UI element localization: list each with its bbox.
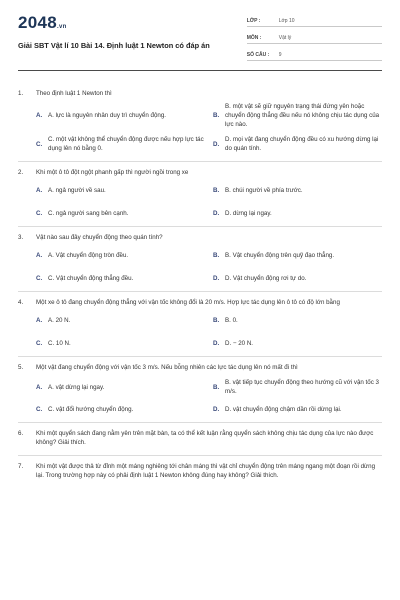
option-text: D. Vật chuyển động rơi tự do. (225, 275, 307, 282)
question-stem (18, 233, 382, 242)
option-b[interactable] (213, 102, 382, 129)
logo-main: 2048 (18, 13, 58, 32)
option-text: D. vật chuyển động chậm dần rồi dừng lại. (225, 406, 342, 413)
option-text: B. 0. (225, 317, 238, 324)
question-6 (18, 423, 382, 447)
question-4 (18, 292, 382, 348)
option-a[interactable] (36, 316, 205, 325)
option-text: C. một vật không thể chuyển động được nếu hợp lực tác dụng lên nó bằng 0. (48, 136, 204, 152)
question-text: Vật nào sau đây chuyển động theo quán tính? (36, 234, 163, 241)
option-text: C. vật đổi hướng chuyển động. (48, 406, 134, 413)
option-text: A. Vật chuyển động tròn đều. (48, 252, 129, 259)
question-2 (18, 162, 382, 218)
site-logo[interactable] (18, 14, 247, 36)
meta-label: LỚP : (246, 18, 261, 24)
option-c[interactable] (36, 209, 205, 218)
option-text: B. vật tiếp tục chuyển động theo hướng cũ với vận tốc 3 m/s. (225, 379, 379, 395)
option-text: B. một vật sẽ giữ nguyên trạng thái đứng yên hoặc chuyển động thẳng đều nếu nó không chịu tác dụng của lực nào. (225, 103, 380, 128)
option-letter: D. (213, 210, 220, 217)
question-number: 5. (18, 364, 24, 371)
option-text: C. ngả người sang bên cạnh. (48, 210, 129, 217)
logo-tld: .vn (57, 24, 67, 30)
option-c[interactable] (36, 135, 205, 153)
option-c[interactable] (36, 339, 205, 348)
question-stem (18, 298, 382, 307)
option-text: B. chúi người về phía trước. (225, 187, 303, 194)
question-stem (18, 363, 382, 372)
option-d[interactable] (213, 135, 382, 153)
question-number: 4. (18, 299, 24, 306)
question-text: Khi một vật được thả từ đỉnh một máng nghiêng tới chân máng thì vật chỉ chuyển động trên máng ngang một đoạn rồi dừng lại. Trong trường hợp này có phải định luật 1 Newton không đúng hay không? Giải thích. (36, 463, 376, 479)
option-letter: C. (36, 140, 43, 148)
option-b[interactable] (213, 186, 382, 195)
question-stem (18, 429, 382, 447)
option-d[interactable] (213, 405, 382, 414)
question-3 (18, 227, 382, 283)
question-1 (18, 71, 382, 153)
option-letter: B. (213, 187, 220, 194)
meta-label: SỐ CÂU : (246, 52, 270, 58)
answer-options (36, 378, 382, 414)
option-a[interactable] (36, 102, 205, 129)
question-5 (18, 357, 382, 414)
meta-row-count (247, 48, 382, 61)
option-c[interactable] (36, 405, 205, 414)
option-a[interactable] (36, 186, 205, 195)
question-number: 3. (18, 234, 24, 241)
option-b[interactable] (213, 251, 382, 260)
meta-value: Vật lý (278, 35, 292, 41)
option-text: A. 20 N. (48, 317, 71, 324)
option-letter: B. (213, 317, 220, 324)
option-letter: B. (213, 112, 220, 119)
meta-row-subject (247, 31, 382, 44)
answer-options (36, 102, 382, 153)
answer-options (36, 186, 382, 218)
option-letter: D. (213, 140, 220, 148)
question-text: Khi một quyển sách đang nằm yên trên mặt bàn, ta có thể kết luận rằng quyển sách không chịu tác dụng của lực nào được không? Giải thích. (36, 430, 374, 446)
worksheet-header (18, 0, 382, 64)
option-text: D. mọi vật đang chuyển động đều có xu hướng dừng lại do quán tính. (225, 136, 379, 152)
question-text: Khi một ô tô đột ngột phanh gấp thì người ngồi trong xe (36, 169, 189, 176)
option-text: D. − 20 N. (225, 340, 254, 347)
option-letter: C. (36, 210, 43, 217)
option-letter: C. (36, 340, 43, 347)
option-d[interactable] (213, 209, 382, 218)
meta-label: MÔN : (246, 35, 262, 41)
option-letter: C. (36, 406, 43, 413)
question-7 (18, 456, 382, 480)
option-c[interactable] (36, 274, 205, 283)
question-number: 2. (18, 169, 24, 176)
option-text: D. dừng lại ngay. (225, 210, 272, 217)
option-a[interactable] (36, 378, 205, 396)
question-text: Một xe ô tô đang chuyển động thẳng với vận tốc không đổi là 20 m/s. Hợp lực tác dụng lên ô tô có độ lớn bằng (36, 299, 340, 306)
option-d[interactable] (213, 339, 382, 348)
option-text: A. vật dừng lại ngay. (48, 383, 105, 391)
meta-value: Lớp 10 (278, 18, 295, 24)
option-letter: D. (213, 340, 220, 347)
question-text: Theo định luật 1 Newton thì (36, 90, 112, 97)
meta-row-grade (247, 14, 382, 27)
question-number: 7. (18, 463, 24, 470)
answer-options (36, 251, 382, 283)
question-text: Một vật đang chuyển động với vận tốc 3 m/s. Nếu bỗng nhiên các lực tác dụng lên nó mất đi thì (36, 364, 298, 371)
question-number: 1. (18, 90, 24, 97)
option-letter: A. (36, 317, 43, 324)
header-left (18, 14, 247, 64)
option-letter: A. (36, 383, 43, 391)
option-letter: D. (213, 275, 220, 282)
document-title: Giải SBT Vật lí 10 Bài 14. Định luật 1 Newton có đáp án (18, 41, 210, 50)
option-b[interactable] (213, 378, 382, 396)
meta-value: 9 (278, 52, 282, 58)
option-letter: D. (213, 406, 220, 413)
option-letter: A. (36, 112, 43, 119)
option-letter: A. (36, 187, 43, 194)
meta-block (247, 14, 382, 64)
option-text: A. ngả người về sau. (48, 187, 106, 194)
option-letter: B. (213, 383, 220, 391)
option-letter: B. (213, 252, 220, 259)
option-text: C. 10 N. (48, 340, 71, 347)
option-text: A. lực là nguyên nhân duy trì chuyển động. (48, 112, 167, 119)
option-text: B. Vật chuyển động trên quỹ đạo thẳng. (225, 252, 335, 259)
option-letter: C. (36, 275, 43, 282)
option-b[interactable] (213, 316, 382, 325)
option-text: C. Vật chuyển động thẳng đều. (48, 275, 134, 282)
question-number: 6. (18, 430, 24, 437)
question-stem (18, 462, 382, 480)
question-stem (18, 89, 382, 98)
question-stem (18, 168, 382, 177)
option-letter: A. (36, 252, 43, 259)
option-d[interactable] (213, 274, 382, 283)
option-a[interactable] (36, 251, 205, 260)
answer-options (36, 316, 382, 348)
